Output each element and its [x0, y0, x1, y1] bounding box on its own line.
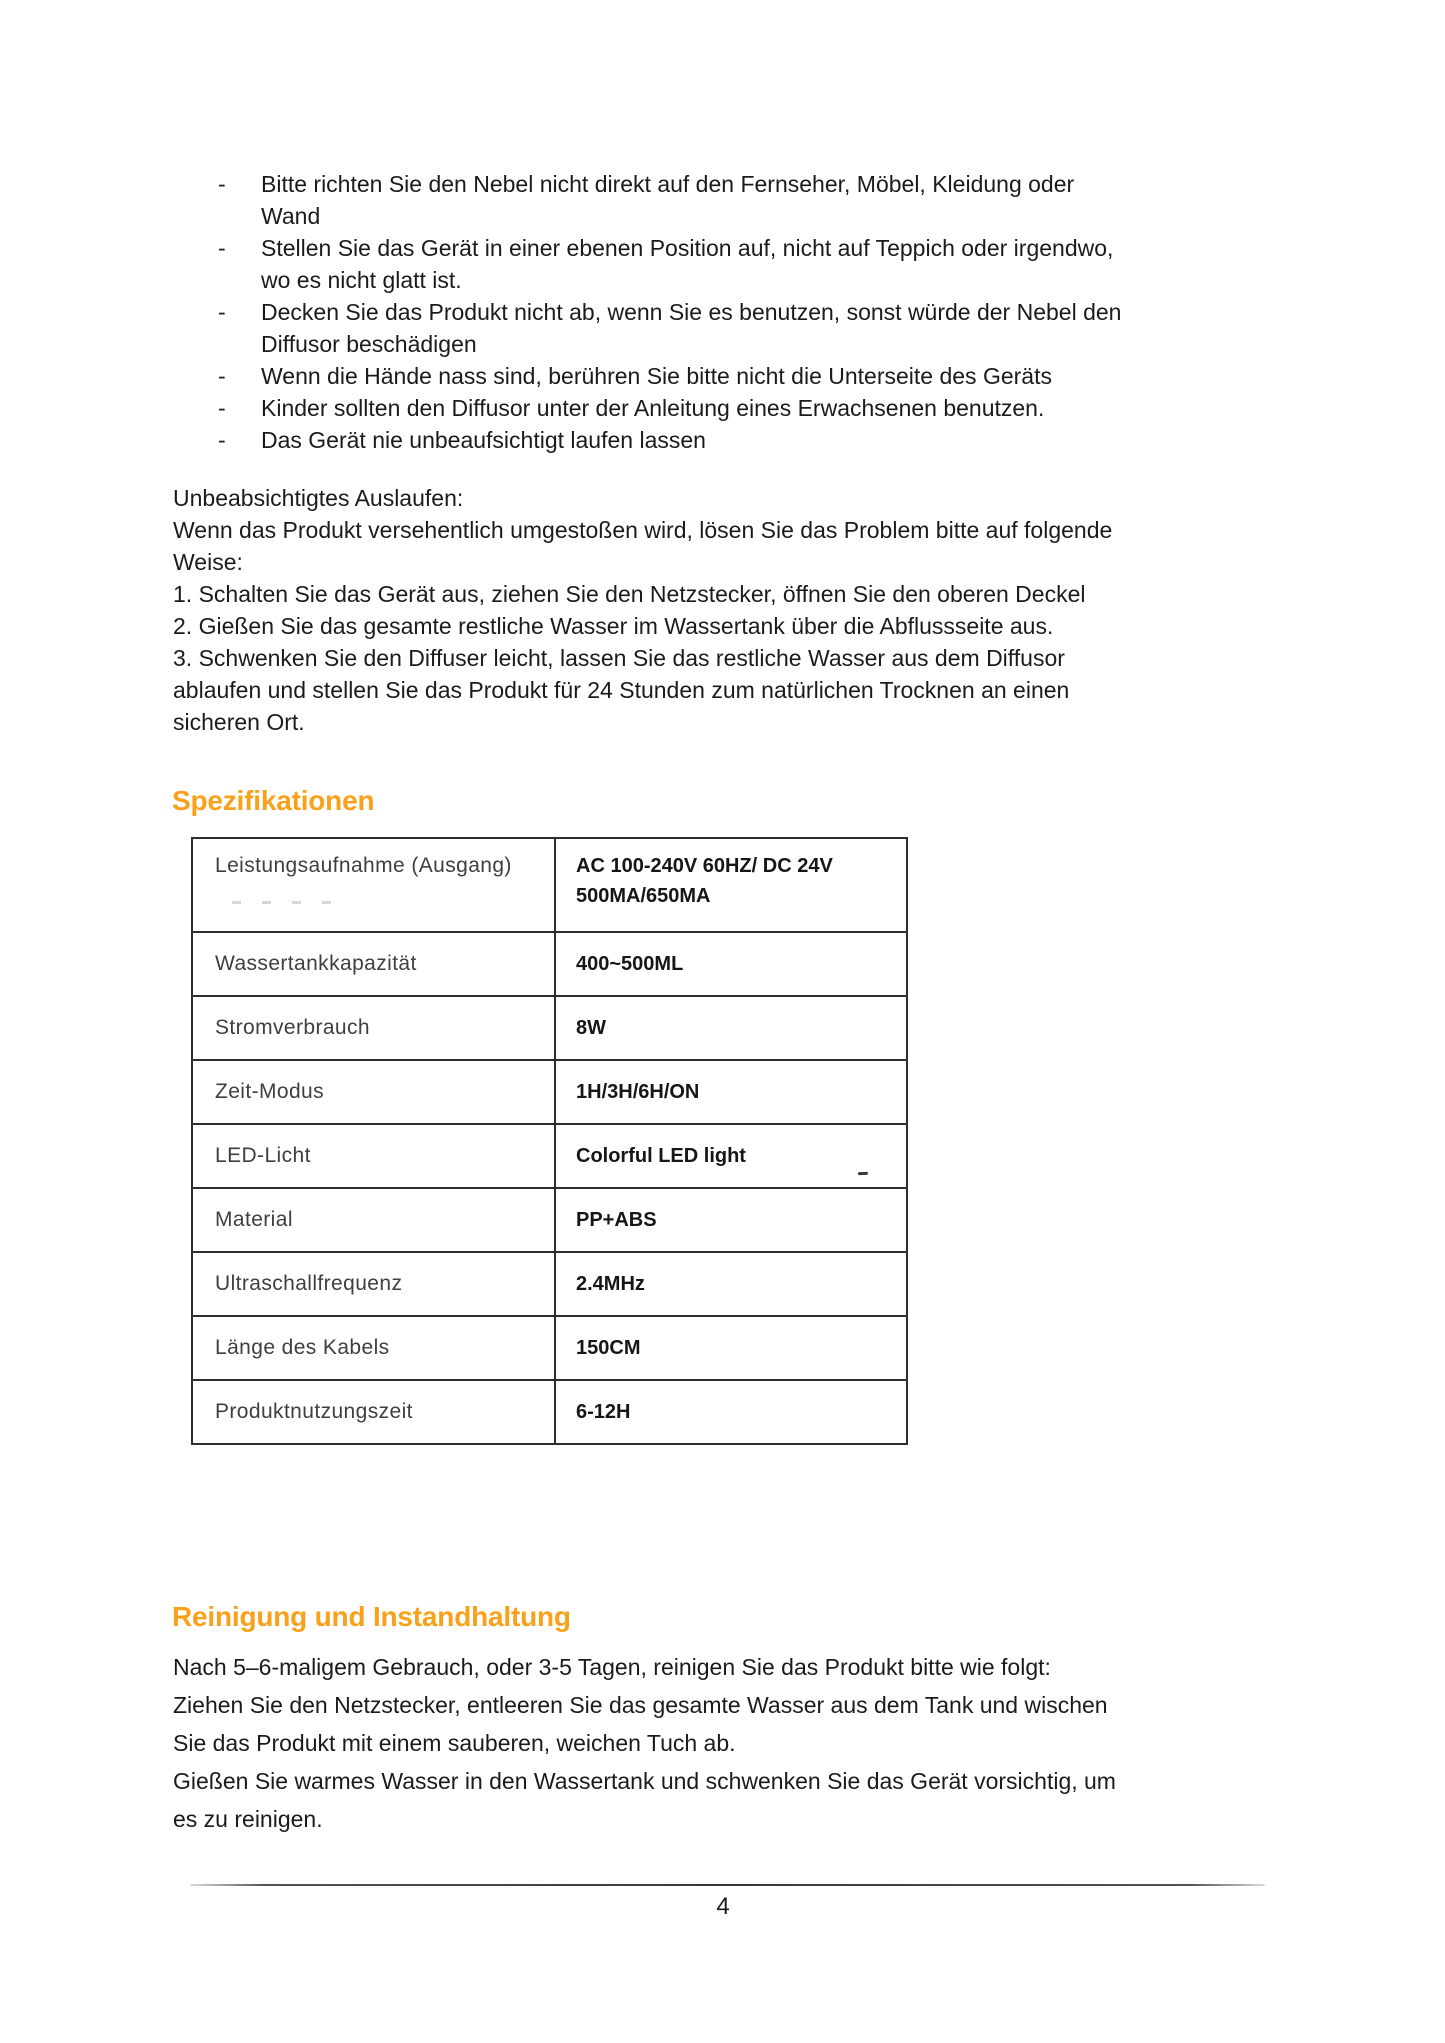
- spec-label-cell: Ultraschallfrequenz: [192, 1252, 555, 1316]
- text-line: ablaufen und stellen Sie das Produkt für 24 Stunden zum natürlichen Trocknen an einen: [173, 677, 1070, 703]
- list-item: [218, 168, 1121, 232]
- text-line: 400~500ML: [576, 953, 684, 975]
- text-line: sicheren Ort.: [173, 709, 305, 735]
- bullet-dash: -: [218, 363, 226, 389]
- text-line: 150CM: [576, 1337, 641, 1359]
- spec-value-cell: [555, 1380, 907, 1444]
- text-line: 1. Schalten Sie das Gerät aus, ziehen Sie den Netzstecker, öffnen Sie den oberen Deckel: [173, 581, 1086, 607]
- table-row: [192, 1188, 907, 1252]
- text-line: Gießen Sie warmes Wasser in den Wassertank und schwenken Sie das Gerät vorsichtig, um: [173, 1768, 1116, 1794]
- table-row: [192, 996, 907, 1060]
- spec-value-cell: [555, 1060, 907, 1124]
- text-line: Wenn das Produkt versehentlich umgestoßen wird, lösen Sie das Problem bitte auf folgende: [173, 517, 1113, 543]
- spec-value-cell: [555, 932, 907, 996]
- spec-value-cell: [555, 1188, 907, 1252]
- text-line: Bitte richten Sie den Nebel nicht direkt auf den Fernseher, Möbel, Kleidung oder: [261, 171, 1075, 197]
- bullet-text: [261, 424, 706, 456]
- text-line: wo es nicht glatt ist.: [261, 267, 462, 293]
- bullet-dash: -: [218, 395, 226, 421]
- text-line: 1H/3H/6H/ON: [576, 1081, 700, 1103]
- list-item: [218, 392, 1121, 424]
- text-line: Decken Sie das Produkt nicht ab, wenn Sie es benutzen, sonst würde der Nebel den: [261, 299, 1122, 325]
- spec-value-cell: [555, 996, 907, 1060]
- spec-label-cell: Wassertankkapazität: [192, 932, 555, 996]
- text-line: Stellen Sie das Gerät in einer ebenen Position auf, nicht auf Teppich oder irgendwo,: [261, 235, 1114, 261]
- text-line: PP+ABS: [576, 1209, 657, 1231]
- safety-warning-list: [218, 168, 1121, 456]
- text-line: Das Gerät nie unbeaufsichtigt laufen lassen: [261, 427, 706, 453]
- bullet-dash: -: [218, 427, 226, 453]
- text-line: 2.4MHz: [576, 1273, 645, 1295]
- bullet-dash: -: [218, 235, 226, 261]
- text-line: Ziehen Sie den Netzstecker, entleeren Sie das gesamte Wasser aus dem Tank und wischen: [173, 1692, 1108, 1718]
- spec-value-cell: [555, 1124, 907, 1188]
- text-line: 500MA/650MA: [576, 885, 711, 907]
- spec-label-cell: Länge des Kabels: [192, 1316, 555, 1380]
- table-row: [192, 1316, 907, 1380]
- bullet-text: [261, 360, 1052, 392]
- table-row: [192, 1380, 907, 1444]
- text-line: Wand: [261, 203, 321, 229]
- scan-artifact: [858, 1172, 868, 1176]
- text-line: Sie das Produkt mit einem sauberen, weichen Tuch ab.: [173, 1730, 736, 1756]
- text-line: Colorful LED light: [576, 1145, 746, 1167]
- spec-value-cell: [555, 838, 907, 932]
- text-line: 8W: [576, 1017, 606, 1039]
- leak-section-paragraph: [173, 482, 1112, 738]
- list-item: [218, 296, 1121, 360]
- text-line: AC 100-240V 60HZ/ DC 24V: [576, 855, 833, 877]
- table-row: [192, 932, 907, 996]
- bullet-dash: -: [218, 171, 226, 197]
- cleaning-heading: Reinigung und Instandhaltung: [172, 1601, 571, 1633]
- spec-label-cell: LED-Licht: [192, 1124, 555, 1188]
- text-line: Diffusor beschädigen: [261, 331, 477, 357]
- text-line: Weise:: [173, 549, 243, 575]
- text-line: 3. Schwenken Sie den Diffuser leicht, lassen Sie das restliche Wasser aus dem Diffusor: [173, 645, 1065, 671]
- table-row: [192, 838, 907, 932]
- text-line: Nach 5–6-maligem Gebrauch, oder 3-5 Tagen, reinigen Sie das Produkt bitte wie folgt:: [173, 1654, 1051, 1680]
- spec-label-cell: Produktnutzungszeit: [192, 1380, 555, 1444]
- table-row: [192, 1060, 907, 1124]
- bullet-text: [261, 296, 1121, 360]
- spec-label-cell: Stromverbrauch: [192, 996, 555, 1060]
- text-line: 6-12H: [576, 1401, 631, 1423]
- spec-label-cell: Zeit-Modus: [192, 1060, 555, 1124]
- text-line: es zu reinigen.: [173, 1806, 323, 1832]
- spec-label-cell: Material: [192, 1188, 555, 1252]
- text-line: Kinder sollten den Diffusor unter der Anleitung eines Erwachsenen benutzen.: [261, 395, 1045, 421]
- text-line: Unbeabsichtigtes Auslaufen:: [173, 485, 464, 511]
- cleaning-paragraph: [173, 1648, 1116, 1838]
- footer-divider: [190, 1884, 1265, 1886]
- specifications-table: [191, 837, 908, 1445]
- page-number: 4: [716, 1893, 730, 1920]
- text-line: Wenn die Hände nass sind, berühren Sie bitte nicht die Unterseite des Geräts: [261, 363, 1052, 389]
- list-item: [218, 232, 1121, 296]
- bullet-text: [261, 392, 1044, 424]
- spec-value-cell: [555, 1252, 907, 1316]
- table-row: [192, 1252, 907, 1316]
- list-item: [218, 360, 1121, 392]
- bullet-dash: -: [218, 299, 226, 325]
- list-item: [218, 424, 1121, 456]
- spec-value-cell: [555, 1316, 907, 1380]
- spec-label-cell: Leistungsaufnahme (Ausgang): [192, 838, 555, 932]
- scan-smudge: [232, 901, 350, 904]
- bullet-text: [261, 232, 1113, 296]
- table-row: [192, 1124, 907, 1188]
- bullet-text: [261, 168, 1074, 232]
- text-line: 2. Gießen Sie das gesamte restliche Wasser im Wassertank über die Abflussseite aus.: [173, 613, 1054, 639]
- specifications-heading: Spezifikationen: [172, 785, 375, 817]
